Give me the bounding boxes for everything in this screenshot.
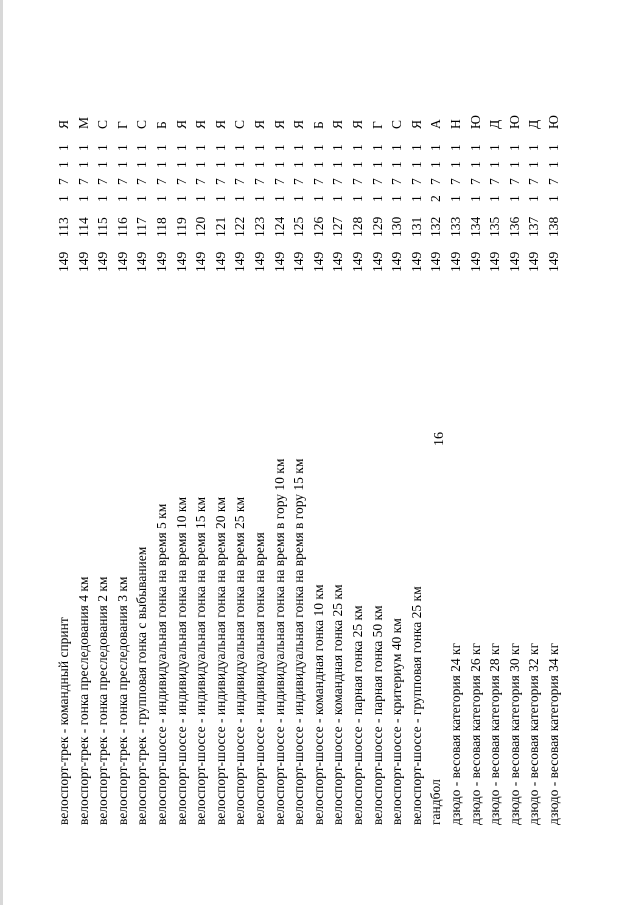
code-cell: 149 — [369, 251, 385, 272]
letter-cell: Д — [487, 119, 503, 129]
table-row — [173, 105, 191, 825]
value-cell: 1 — [546, 144, 561, 151]
value-cell: 7 — [506, 178, 522, 185]
sport-name-cell: дзюдо - весовая категория 34 кг — [546, 642, 561, 825]
table-row — [251, 105, 269, 825]
value-cell: 7 — [448, 178, 463, 185]
table-row — [94, 105, 112, 825]
value-cell: 1 — [232, 144, 248, 151]
value-cell: 1 — [154, 144, 169, 151]
value-cell: 1 — [408, 161, 424, 168]
value-cell: 1 — [95, 161, 111, 168]
number-cell: 115 — [95, 217, 111, 237]
value-cell: 1 — [487, 195, 503, 202]
value-cell: 7 — [56, 178, 71, 185]
value-cell: 1 — [271, 195, 287, 202]
value-cell: 1 — [173, 161, 189, 168]
number-cell: 135 — [487, 216, 503, 237]
letter-cell: Б — [154, 121, 169, 129]
value-cell: 1 — [428, 161, 444, 168]
sport-name-cell: велоспорт-шоссе - индивидуальная гонка на время 5 км — [154, 503, 169, 825]
value-cell: 7 — [232, 178, 248, 185]
value-cell: 1 — [75, 161, 91, 168]
value-cell: 1 — [291, 161, 307, 168]
code-cell: 149 — [448, 251, 463, 272]
value-cell: 7 — [154, 178, 169, 185]
sport-name-cell: велоспорт-шоссе - командная гонка 25 км — [330, 584, 346, 825]
value-cell: 7 — [291, 178, 307, 185]
code-cell: 149 — [408, 251, 424, 272]
sport-name-cell: дзюдо - весовая категория 32 кг — [526, 642, 542, 825]
value-cell: 1 — [330, 144, 346, 151]
number-cell: 134 — [467, 216, 483, 237]
value-cell: 1 — [193, 161, 209, 168]
table-row — [290, 105, 308, 825]
value-cell: 1 — [232, 195, 248, 202]
number-cell: 137 — [526, 216, 542, 237]
letter-cell: Д — [526, 119, 542, 129]
value-cell: 7 — [546, 178, 561, 185]
sport-name-cell: велоспорт-трек - групповая гонка с выбыванием — [134, 546, 150, 825]
table-row — [369, 105, 387, 825]
code-cell: 149 — [75, 251, 91, 272]
code-cell: 149 — [134, 251, 150, 272]
table-row — [506, 105, 524, 825]
code-cell: 149 — [154, 251, 169, 272]
table-row — [408, 105, 426, 825]
code-cell: 149 — [389, 251, 405, 272]
value-cell: 1 — [467, 161, 483, 168]
letter-cell: С — [134, 119, 150, 129]
code-cell: 149 — [291, 251, 307, 272]
letter-cell: Я — [212, 119, 228, 129]
number-cell: 128 — [350, 216, 365, 237]
value-cell: 7 — [75, 178, 91, 185]
value-cell: 1 — [134, 195, 150, 202]
code-cell: 149 — [428, 251, 444, 272]
letter-cell: Б — [310, 121, 326, 129]
code-cell: 149 — [232, 251, 248, 272]
value-cell: 1 — [389, 161, 405, 168]
sport-name-cell: велоспорт-трек - командный спринт — [56, 617, 71, 825]
value-cell: 7 — [95, 178, 111, 185]
value-cell: 7 — [408, 178, 424, 185]
value-cell: 1 — [95, 195, 111, 202]
number-cell: 117 — [134, 217, 150, 237]
table-row — [545, 105, 563, 825]
value-cell: 1 — [467, 144, 483, 151]
value-cell: 1 — [232, 161, 248, 168]
sport-name-cell: велоспорт-шоссе - индивидуальная гонка на время в гору 15 км — [291, 458, 307, 825]
value-cell: 1 — [546, 195, 561, 202]
table-row — [212, 105, 230, 825]
sport-name-cell: велоспорт-шоссе - командная гонка 10 км — [310, 584, 326, 825]
letter-cell: Я — [350, 119, 365, 129]
number-cell: 131 — [408, 216, 424, 237]
code-cell: 149 — [271, 251, 287, 272]
value-cell: 1 — [428, 144, 444, 151]
value-cell: 7 — [252, 178, 267, 185]
letter-cell: Г — [369, 121, 385, 129]
letter-cell: Я — [408, 119, 424, 129]
sport-name-cell: велоспорт-шоссе - индивидуальная гонка на время 25 км — [232, 496, 248, 825]
value-cell: 1 — [75, 144, 91, 151]
sport-name-cell: дзюдо - весовая категория 26 кг — [467, 642, 483, 825]
value-cell: 1 — [134, 144, 150, 151]
page-number: 16 — [432, 432, 447, 446]
value-cell: 7 — [350, 178, 365, 185]
value-cell: 1 — [389, 195, 405, 202]
value-cell: 1 — [310, 161, 326, 168]
code-cell: 149 — [350, 251, 365, 272]
letter-cell: Я — [193, 119, 209, 129]
sport-name-cell: велоспорт-трек - гонка преследования 2 км — [95, 576, 111, 825]
number-cell: 126 — [310, 216, 326, 237]
value-cell: 1 — [271, 144, 287, 151]
number-cell: 120 — [193, 216, 209, 237]
code-cell: 149 — [114, 251, 130, 272]
table-row — [153, 105, 171, 825]
table-row — [486, 105, 504, 825]
number-cell: 113 — [56, 217, 71, 237]
code-cell: 149 — [173, 251, 189, 272]
number-cell: 132 — [428, 216, 444, 237]
table-row — [447, 105, 465, 825]
letter-cell: Ю — [506, 115, 522, 129]
value-cell: 1 — [350, 195, 365, 202]
number-cell: 114 — [75, 217, 91, 237]
value-cell: 1 — [56, 161, 71, 168]
letter-cell: Ю — [546, 115, 561, 129]
value-cell: 7 — [369, 178, 385, 185]
number-cell: 118 — [154, 217, 169, 237]
value-cell: 1 — [56, 144, 71, 151]
letter-cell: Я — [271, 119, 287, 129]
letter-cell: С — [389, 119, 405, 129]
value-cell: 7 — [389, 178, 405, 185]
table-row — [349, 105, 367, 825]
value-cell: 1 — [369, 144, 385, 151]
value-cell: 1 — [330, 161, 346, 168]
value-cell: 2 — [428, 195, 444, 202]
value-cell: 1 — [95, 144, 111, 151]
value-cell: 1 — [291, 195, 307, 202]
sport-name-cell: дзюдо - весовая категория 30 кг — [506, 642, 522, 825]
value-cell: 1 — [526, 144, 542, 151]
value-cell: 1 — [448, 161, 463, 168]
number-cell: 122 — [232, 216, 248, 237]
value-cell: 7 — [271, 178, 287, 185]
value-cell: 1 — [506, 161, 522, 168]
value-cell: 7 — [428, 178, 444, 185]
letter-cell: С — [232, 119, 248, 129]
value-cell: 1 — [506, 195, 522, 202]
value-cell: 1 — [310, 144, 326, 151]
value-cell: 1 — [408, 144, 424, 151]
code-cell: 149 — [526, 251, 542, 272]
value-cell: 1 — [506, 144, 522, 151]
table-row — [329, 105, 347, 825]
sport-name-cell: велоспорт-шоссе - парная гонка 25 км — [350, 605, 365, 825]
value-cell: 7 — [114, 178, 130, 185]
letter-cell: М — [75, 116, 91, 129]
number-cell: 133 — [448, 216, 463, 237]
value-cell: 1 — [369, 195, 385, 202]
letter-cell: Г — [114, 121, 130, 129]
letter-cell: Ю — [467, 115, 483, 129]
letter-cell: Н — [448, 119, 463, 129]
sport-name-cell: гандбол — [428, 779, 444, 825]
table-row — [467, 105, 485, 825]
value-cell: 1 — [173, 195, 189, 202]
number-cell: 136 — [506, 216, 522, 237]
sport-name-cell: велоспорт-шоссе - критериум 40 км — [389, 618, 405, 825]
number-cell: 130 — [389, 216, 405, 237]
table-row — [133, 105, 151, 825]
value-cell: 1 — [114, 144, 130, 151]
sport-name-cell: велоспорт-шоссе - индивидуальная гонка на время 20 км — [212, 496, 228, 825]
table-row — [231, 105, 249, 825]
value-cell: 1 — [526, 161, 542, 168]
value-cell: 1 — [212, 144, 228, 151]
value-cell: 1 — [487, 161, 503, 168]
code-cell: 149 — [310, 251, 326, 272]
letter-cell: Я — [173, 119, 189, 129]
value-cell: 1 — [350, 144, 365, 151]
value-cell: 1 — [291, 144, 307, 151]
table-row — [192, 105, 210, 825]
table-row — [55, 105, 73, 825]
code-cell: 149 — [506, 251, 522, 272]
value-cell: 1 — [350, 161, 365, 168]
value-cell: 1 — [546, 161, 561, 168]
code-cell: 149 — [546, 251, 561, 272]
letter-cell: Я — [291, 119, 307, 129]
number-cell: 127 — [330, 216, 346, 237]
value-cell: 7 — [526, 178, 542, 185]
code-cell: 149 — [467, 251, 483, 272]
value-cell: 1 — [193, 144, 209, 151]
sport-name-cell: велоспорт-шоссе - групповая гонка 25 км — [408, 586, 424, 825]
value-cell: 1 — [408, 195, 424, 202]
value-cell: 1 — [448, 195, 463, 202]
value-cell: 1 — [252, 144, 267, 151]
value-cell: 7 — [330, 178, 346, 185]
value-cell: 1 — [154, 161, 169, 168]
code-cell: 149 — [193, 251, 209, 272]
value-cell: 7 — [212, 178, 228, 185]
letter-cell: С — [95, 119, 111, 129]
value-cell: 1 — [252, 195, 267, 202]
value-cell: 1 — [212, 161, 228, 168]
letter-cell: А — [428, 119, 444, 129]
value-cell: 1 — [114, 195, 130, 202]
value-cell: 1 — [389, 144, 405, 151]
table-row — [271, 105, 289, 825]
value-cell: 1 — [271, 161, 287, 168]
table-row — [75, 105, 93, 825]
value-cell: 7 — [467, 178, 483, 185]
value-cell: 7 — [193, 178, 209, 185]
sport-name-cell: велоспорт-трек - гонка преследования 4 км — [75, 576, 91, 825]
value-cell: 7 — [173, 178, 189, 185]
value-cell: 1 — [448, 144, 463, 151]
table-row — [388, 105, 406, 825]
sport-name-cell: велоспорт-шоссе - индивидуальная гонка на время — [252, 532, 267, 825]
value-cell: 1 — [252, 161, 267, 168]
number-cell: 116 — [114, 217, 130, 237]
value-cell: 1 — [75, 195, 91, 202]
value-cell: 1 — [310, 195, 326, 202]
code-cell: 149 — [95, 251, 111, 272]
value-cell: 7 — [134, 178, 150, 185]
value-cell: 7 — [310, 178, 326, 185]
value-cell: 1 — [134, 161, 150, 168]
table-row — [310, 105, 328, 825]
letter-cell: Я — [330, 119, 346, 129]
number-cell: 124 — [271, 216, 287, 237]
value-cell: 1 — [369, 161, 385, 168]
number-cell: 119 — [173, 217, 189, 237]
number-cell: 125 — [291, 216, 307, 237]
table-row — [114, 105, 132, 825]
sport-name-cell: велоспорт-шоссе - индивидуальная гонка на время 10 км — [173, 496, 189, 825]
value-cell: 1 — [154, 195, 169, 202]
value-cell: 1 — [526, 195, 542, 202]
sport-name-cell: велоспорт-шоссе - индивидуальная гонка на время 15 км — [193, 496, 209, 825]
code-cell: 149 — [56, 251, 71, 272]
value-cell: 1 — [467, 195, 483, 202]
table-row — [525, 105, 543, 825]
sport-name-cell: велоспорт-трек - гонка преследования 3 км — [114, 576, 130, 825]
table-row — [427, 105, 445, 825]
value-cell: 1 — [330, 195, 346, 202]
sport-name-cell: дзюдо - весовая категория 28 кг — [487, 642, 503, 825]
value-cell: 7 — [487, 178, 503, 185]
number-cell: 121 — [212, 216, 228, 237]
value-cell: 1 — [212, 195, 228, 202]
value-cell: 1 — [487, 144, 503, 151]
number-cell: 129 — [369, 216, 385, 237]
number-cell: 123 — [252, 216, 267, 237]
number-cell: 138 — [546, 216, 561, 237]
letter-cell: Я — [56, 119, 71, 129]
letter-cell: Я — [252, 119, 267, 129]
sport-name-cell: велоспорт-шоссе - индивидуальная гонка на время в гору 10 км — [271, 458, 287, 825]
code-cell: 149 — [487, 251, 503, 272]
value-cell: 1 — [193, 195, 209, 202]
value-cell: 1 — [56, 195, 71, 202]
code-cell: 149 — [212, 251, 228, 272]
value-cell: 1 — [114, 161, 130, 168]
code-cell: 149 — [330, 251, 346, 272]
value-cell: 1 — [173, 144, 189, 151]
sport-name-cell: дзюдо - весовая категория 24 кг — [448, 642, 463, 825]
code-cell: 149 — [252, 251, 267, 272]
sport-name-cell: велоспорт-шоссе - парная гонка 50 км — [369, 605, 385, 825]
